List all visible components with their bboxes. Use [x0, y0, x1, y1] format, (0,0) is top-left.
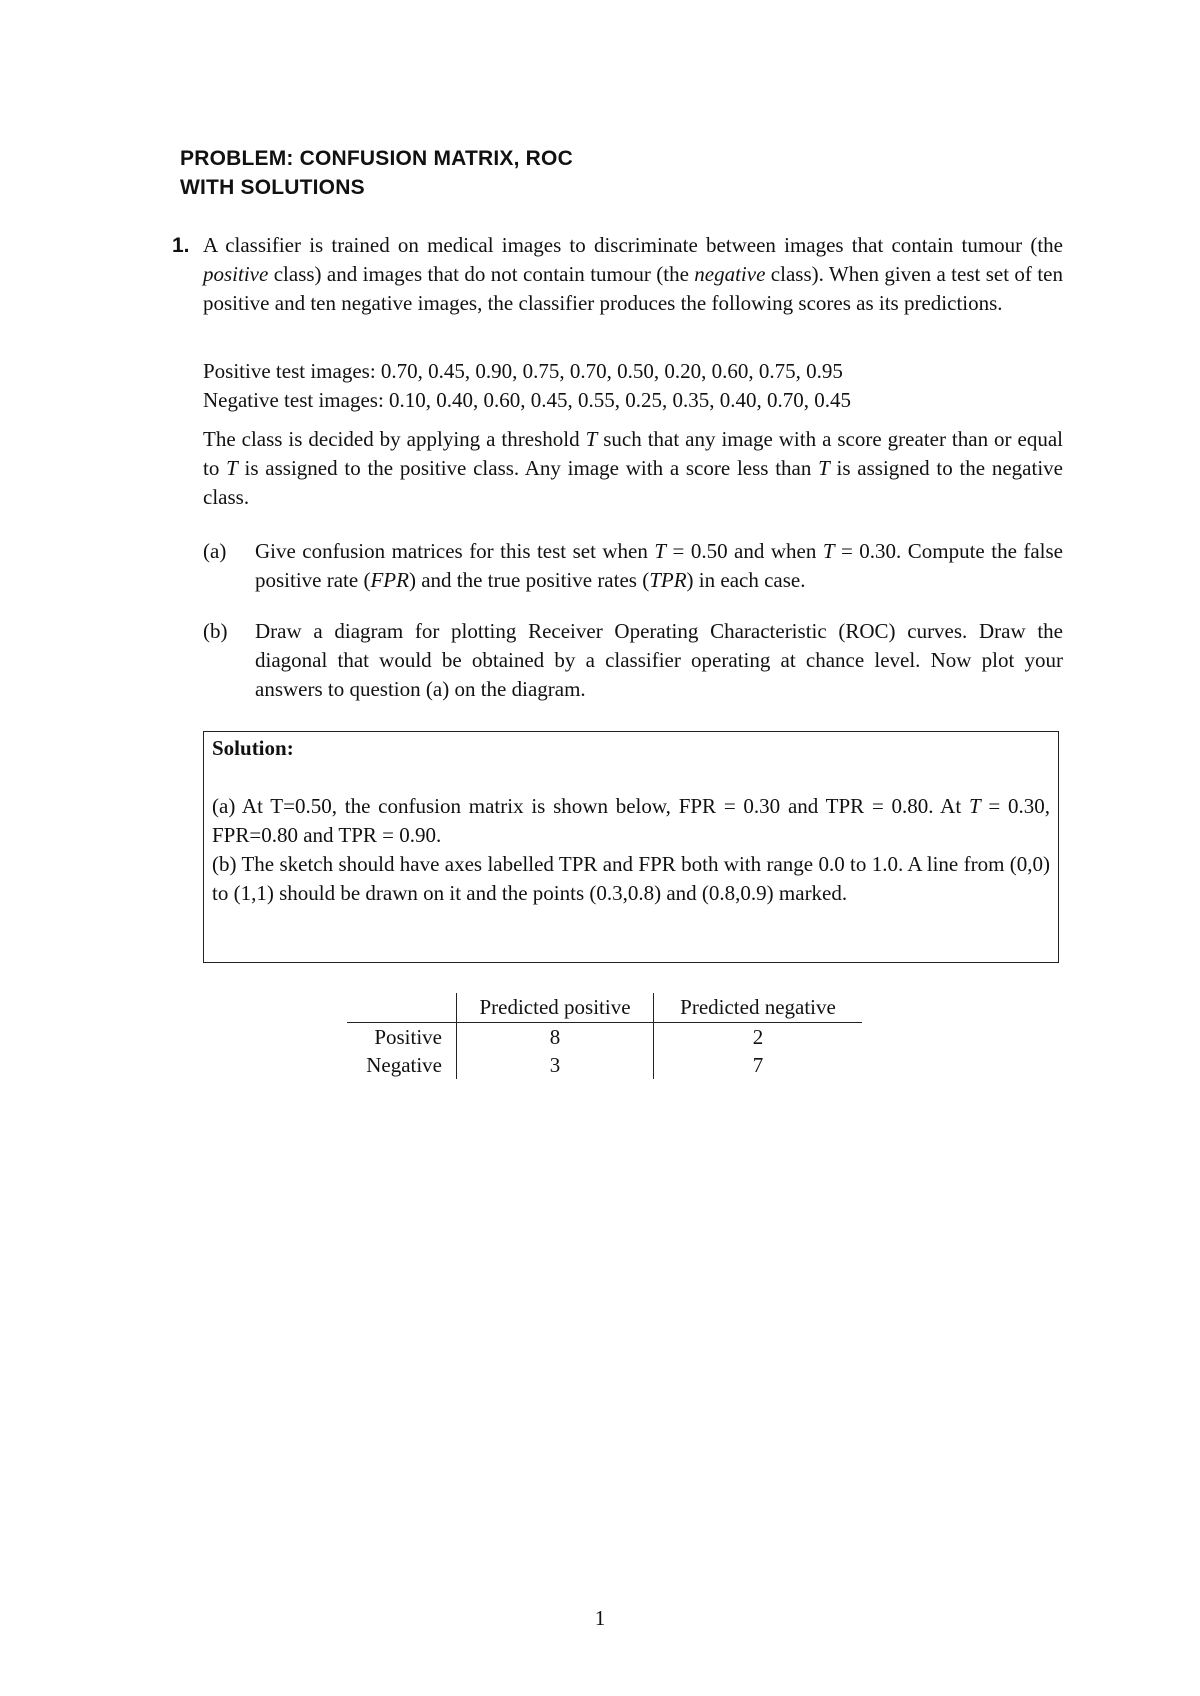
table-corner-cell [347, 993, 457, 1023]
solution-part-b: (b) The sketch should have axes labelled TPR and FPR both with range 0.0 to 1.0. A line from (0,0) to (1,1) should be drawn on it and the points (0.3,0.8) and (0.8,0.9) marked. [212, 852, 1050, 905]
threshold-symbol: T [654, 539, 667, 563]
solution-a-text-1: (a) At T=0.50, the confusion matrix is shown below, FPR = 0.30 and TPR = 0.80. At [212, 794, 969, 818]
fpr-symbol: FPR [370, 568, 409, 592]
table-row [347, 1023, 862, 1052]
part-a-text-1: Give confusion matrices for this test set when [255, 539, 655, 563]
intro-text-2: class) and images that do not contain tumour (the [268, 262, 695, 286]
solution-heading: Solution: [212, 736, 294, 760]
cell-false-positive: 3 [457, 1051, 654, 1079]
part-a-text-5: ) in each case. [686, 568, 806, 592]
intro-text-3: class). When given a test set of ten positive and ten negative images, the classifier produces the following scores as its predictions. [203, 262, 1063, 315]
threshold-text-1: The class is decided by applying a threshold [203, 427, 586, 451]
tpr-symbol: TPR [649, 568, 687, 592]
part-b-label: (b) [203, 619, 228, 643]
page-number: 1 [594, 1606, 606, 1630]
cell-true-positive: 8 [457, 1023, 654, 1052]
threshold-symbol: T [968, 794, 981, 818]
part-b [203, 617, 1063, 704]
threshold-text-3: is assigned to the positive class. Any image with a score less than [237, 456, 819, 480]
intro-positive-term: positive [203, 262, 269, 286]
threshold-symbol: T [226, 456, 238, 480]
solution-box [203, 731, 1059, 963]
confusion-matrix-table [347, 993, 862, 1079]
column-header-predicted-positive: Predicted positive [457, 993, 654, 1023]
part-a-text-2: = 0.50 and when [666, 539, 823, 563]
part-a-text [255, 537, 1063, 595]
cell-false-negative: 2 [654, 1023, 863, 1052]
intro-negative-term: negative [694, 262, 766, 286]
threshold-symbol: T [585, 427, 598, 451]
title-line-1: PROBLEM: CONFUSION MATRIX, ROC [180, 147, 573, 170]
part-a [203, 537, 1063, 595]
part-a-text-4: ) and the true positive rates ( [408, 568, 650, 592]
solution-a-text-2: = 0.30, FPR=0.80 and TPR = 0.90. [212, 794, 1051, 847]
problem-number: 1. [172, 234, 190, 257]
document-title [180, 144, 573, 202]
solution-part-a [212, 792, 1050, 850]
part-a-text-3: = 0.30. Compute the false positive rate ( [255, 539, 1063, 592]
part-b-text: Draw a diagram for plotting Receiver Operating Characteristic (ROC) curves. Draw the diagonal that would be obtained by a classifier operating at chance level. Now plot your answers to question (a) on the diagram. [255, 619, 1063, 701]
threshold-text-2: such that any image with a score greater than or equal to [203, 427, 1063, 480]
problem-intro [203, 231, 1063, 318]
confusion-matrix [347, 993, 862, 1079]
cell-true-negative: 7 [752, 1053, 764, 1077]
column-header-predicted-negative: Predicted negative [680, 995, 836, 1019]
row-label-negative: Negative [347, 1051, 457, 1079]
row-label-positive: Positive [347, 1023, 457, 1052]
threshold-text-4: is assigned to the negative class. [203, 456, 1063, 509]
score-lists [203, 357, 1063, 415]
title-line-2: WITH SOLUTIONS [180, 176, 365, 199]
table-row [347, 1051, 862, 1079]
positive-scores: Positive test images: 0.70, 0.45, 0.90, 0.75, 0.70, 0.50, 0.20, 0.60, 0.75, 0.95 [203, 359, 843, 383]
threshold-paragraph [203, 425, 1063, 512]
threshold-symbol: T [818, 456, 830, 480]
part-a-label: (a) [203, 539, 227, 563]
intro-text-1: A classifier is trained on medical images to discriminate between images that contain tumour (the [203, 233, 1063, 257]
threshold-symbol: T [822, 539, 835, 563]
table-header-row [347, 993, 862, 1023]
negative-scores: Negative test images: 0.10, 0.40, 0.60, 0.45, 0.55, 0.25, 0.35, 0.40, 0.70, 0.45 [203, 388, 852, 412]
